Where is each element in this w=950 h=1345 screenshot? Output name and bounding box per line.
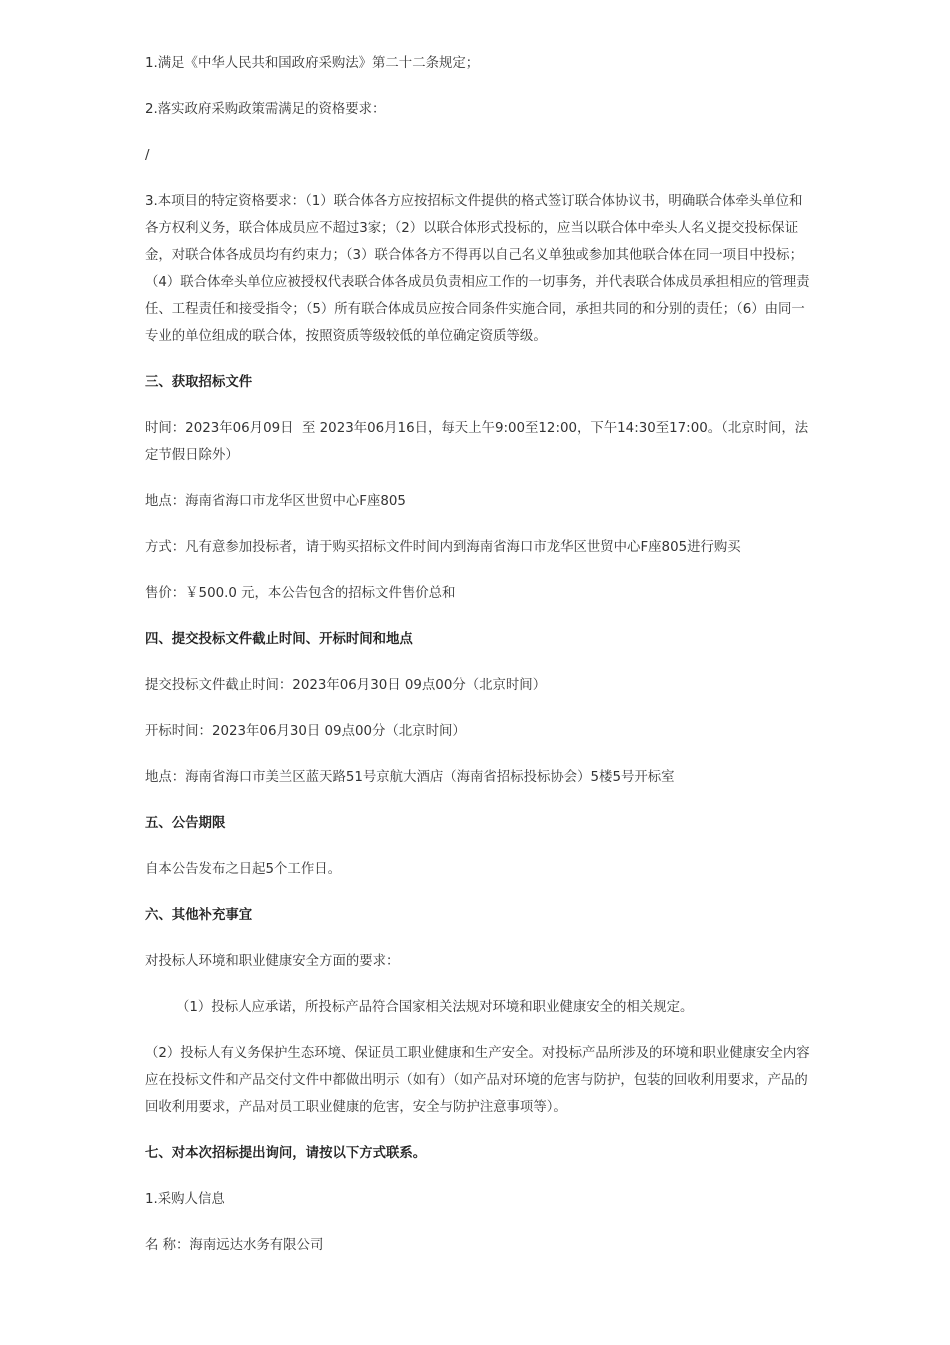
qualification-requirement-1: 1.满足《中华人民共和国政府采购法》第二十二条规定； xyxy=(145,56,480,71)
qualification-requirement-2-value: / xyxy=(145,148,150,163)
section-heading-supplementary: 六、其他补充事宜 xyxy=(145,908,253,923)
submission-deadline: 提交投标文件截止时间：2023年06月30日 09点00分（北京时间） xyxy=(145,678,547,693)
section-heading-obtain-documents: 三、获取招标文件 xyxy=(145,375,253,390)
announcement-body xyxy=(145,50,813,1259)
qualification-requirement-2: 2.落实政府采购政策需满足的资格要求： xyxy=(145,102,386,117)
obtain-place: 地点：海南省海口市龙华区世贸中心F座805 xyxy=(145,494,406,509)
supplementary-intro: 对投标人环境和职业健康安全方面的要求： xyxy=(145,954,400,969)
purchaser-name: 名 称：海南远达水务有限公司 xyxy=(145,1238,324,1253)
opening-time: 开标时间：2023年06月30日 09点00分（北京时间） xyxy=(145,724,466,739)
purchaser-info-heading: 1.采购人信息 xyxy=(145,1192,225,1207)
document-price: 售价：￥500.0 元，本公告包含的招标文件售价总和 xyxy=(145,586,456,601)
supplementary-item-1: （1）投标人应承诺，所投标产品符合国家相关法规对环境和职业健康安全的相关规定。 xyxy=(176,1000,694,1015)
announcement-period: 自本公告发布之日起5个工作日。 xyxy=(145,862,341,877)
section-heading-submission: 四、提交投标文件截止时间、开标时间和地点 xyxy=(145,632,413,647)
obtain-method: 方式：凡有意参加投标者，请于购买招标文件时间内到海南省海口市龙华区世贸中心F座805进行购买 xyxy=(145,540,741,555)
section-heading-announcement-period: 五、公告期限 xyxy=(145,816,226,831)
qualification-requirement-3: 3.本项目的特定资格要求：（1）联合体各方应按招标文件提供的格式签订联合体协议书，明确联合体牵头单位和各方权利义务，联合体成员应不超过3家；（2）以联合体形式投标的，应当以联合体中牵头人名义提交投标保证金，对联合体各成员均有约束力；（3）联合体各方不得再以自己名义单独或参加其他联合体在同一项目中投标；（4）联合体牵头单位应被授权代表联合体各成员负责相应工作的一切事务，并代表联合体成员承担相应的管理责任、工程责任和接受指令；（5）所有联合体成员应按合同条件实施合同，承担共同的和分别的责任；（6）由同一专业的单位组成的联合体，按照资质等级较低的单位确定资质等级。 xyxy=(145,194,810,344)
obtain-time: 时间：2023年06月09日 至 2023年06月16日，每天上午9:00至12:00，下午14:30至17:00。（北京时间，法定节假日除外） xyxy=(145,421,809,463)
supplementary-item-2: （2）投标人有义务保护生态环境、保证员工职业健康和生产安全。对投标产品所涉及的环境和职业健康安全内容应在投标文件和产品交付文件中都做出明示（如有）（如产品对环境的危害与防护，包装的回收利用要求，产品的回收利用要求，产品对员工职业健康的危害，安全与防护注意事项等）。 xyxy=(145,1046,810,1115)
section-heading-contact: 七、对本次招标提出询问，请按以下方式联系。 xyxy=(145,1146,427,1161)
opening-place: 地点：海南省海口市美兰区蓝天路51号京航大酒店（海南省招标投标协会）5楼5号开标室 xyxy=(145,770,675,785)
